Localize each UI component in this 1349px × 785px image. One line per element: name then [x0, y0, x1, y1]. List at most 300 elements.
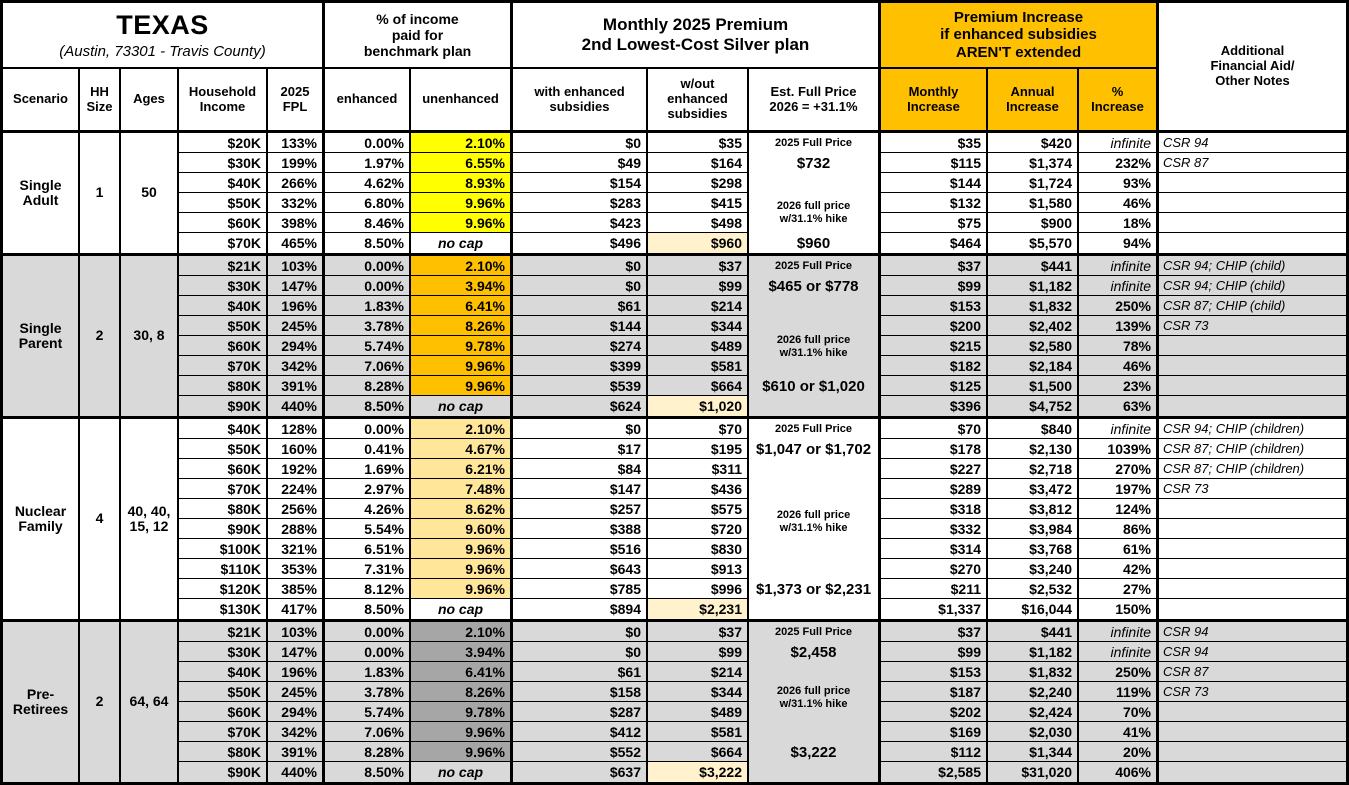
monthly-premium-line2: 2nd Lowest-Cost Silver plan — [581, 35, 810, 54]
fpl-cell: 103% — [268, 256, 325, 276]
note-cell — [1159, 702, 1346, 722]
income-cell: $90K — [179, 396, 268, 416]
monthly-increase-cell: $112 — [881, 742, 988, 762]
premium-increase-line2: if enhanced subsidies — [940, 26, 1097, 44]
enhanced-pct-cell: 0.41% — [325, 439, 411, 459]
pct-income-line3: benchmark plan — [363, 43, 472, 60]
annual-increase-cell: $2,718 — [988, 459, 1079, 479]
without-subsidies-cell: $37 — [648, 256, 749, 276]
annual-increase-cell: $1,500 — [988, 376, 1079, 396]
enhanced-pct-cell: 0.00% — [325, 642, 411, 662]
note-cell: CSR 73 — [1159, 682, 1346, 702]
with-subsidies-cell: $0 — [513, 642, 648, 662]
scenario-group — [3, 133, 1346, 256]
annual-increase-cell: $2,130 — [988, 439, 1079, 459]
note-cell — [1159, 742, 1346, 762]
annual-increase-cell: $4,752 — [988, 396, 1079, 416]
col-header-fpl: 2025 FPL — [268, 69, 325, 130]
monthly-increase-cell: $215 — [881, 336, 988, 356]
without-subsidies-cell: $2,231 — [648, 599, 749, 619]
note-cell: CSR 94; CHIP (child) — [1159, 256, 1346, 276]
col-header-enhanced: enhanced — [325, 69, 411, 130]
pct-increase-cell: 46% — [1079, 356, 1159, 376]
est-price-line: w/31.1% hike — [779, 522, 848, 534]
annual-increase-cell: $3,984 — [988, 519, 1079, 539]
enhanced-pct-cell: 7.06% — [325, 356, 411, 376]
pct-increase-cell: 232% — [1079, 153, 1159, 173]
without-subsidies-cell: $344 — [648, 316, 749, 336]
fpl-cell: 266% — [268, 173, 325, 193]
unenhanced-pct-cell: 6.41% — [411, 296, 513, 316]
monthly-premium-line1: Monthly 2025 Premium — [602, 15, 789, 35]
fpl-cell: 133% — [268, 133, 325, 153]
fpl-cell: 294% — [268, 336, 325, 356]
fpl-cell: 391% — [268, 742, 325, 762]
state-title: TEXAS — [116, 9, 209, 40]
unenhanced-pct-cell: no cap — [411, 233, 513, 253]
est-full-price-cell — [749, 419, 881, 619]
fpl-cell: 440% — [268, 762, 325, 782]
without-subsidies-cell: $214 — [648, 296, 749, 316]
income-cell: $90K — [179, 519, 268, 539]
with-subsidies-cell: $0 — [513, 419, 648, 439]
unenhanced-pct-cell: 9.96% — [411, 376, 513, 396]
monthly-increase-cell: $125 — [881, 376, 988, 396]
unenhanced-pct-cell: 9.96% — [411, 213, 513, 233]
pct-increase-cell: 18% — [1079, 213, 1159, 233]
annual-increase-cell: $420 — [988, 133, 1079, 153]
monthly-increase-cell: $332 — [881, 519, 988, 539]
pct-increase-cell: infinite — [1079, 256, 1159, 276]
fpl-cell: 288% — [268, 519, 325, 539]
monthly-increase-cell: $169 — [881, 722, 988, 742]
income-cell: $120K — [179, 579, 268, 599]
enhanced-pct-cell: 0.00% — [325, 622, 411, 642]
annual-increase-cell: $1,832 — [988, 662, 1079, 682]
unenhanced-pct-cell: 6.21% — [411, 459, 513, 479]
monthly-increase-cell: $182 — [881, 356, 988, 376]
fpl-cell: 147% — [268, 276, 325, 296]
enhanced-pct-cell: 1.83% — [325, 296, 411, 316]
annual-increase-cell: $2,402 — [988, 316, 1079, 336]
fpl-cell: 245% — [268, 682, 325, 702]
scenario-label: Pre-Retirees — [3, 622, 80, 782]
monthly-increase-cell: $200 — [881, 316, 988, 336]
with-subsidies-cell: $423 — [513, 213, 648, 233]
unenhanced-pct-cell: 9.78% — [411, 702, 513, 722]
pct-increase-cell: 197% — [1079, 479, 1159, 499]
without-subsidies-cell: $3,222 — [648, 762, 749, 782]
enhanced-pct-cell: 7.31% — [325, 559, 411, 579]
with-subsidies-cell: $496 — [513, 233, 648, 253]
with-subsidies-cell: $637 — [513, 762, 648, 782]
annual-increase-cell: $2,240 — [988, 682, 1079, 702]
annual-increase-cell: $1,182 — [988, 642, 1079, 662]
monthly-increase-cell: $132 — [881, 193, 988, 213]
enhanced-pct-cell: 6.80% — [325, 193, 411, 213]
est-price-line: $3,222 — [790, 743, 837, 761]
premium-increase-line1: Premium Increase — [953, 9, 1084, 27]
location-subtitle: (Austin, 73301 - Travis County) — [59, 42, 266, 60]
income-cell: $50K — [179, 193, 268, 213]
note-cell — [1159, 213, 1346, 233]
scenario-label: Single Adult — [3, 133, 80, 253]
pct-increase-cell: 42% — [1079, 559, 1159, 579]
table-header — [3, 3, 1346, 133]
enhanced-pct-cell: 3.78% — [325, 316, 411, 336]
est-price-line: $1,047 or $1,702 — [755, 440, 872, 458]
without-subsidies-cell: $311 — [648, 459, 749, 479]
monthly-increase-cell: $37 — [881, 256, 988, 276]
col-header-annual-increase: Annual Increase — [988, 69, 1079, 130]
est-price-line: $610 or $1,020 — [762, 377, 865, 395]
monthly-increase-cell: $144 — [881, 173, 988, 193]
without-subsidies-cell: $830 — [648, 539, 749, 559]
without-subsidies-cell: $664 — [648, 742, 749, 762]
pct-increase-cell: 86% — [1079, 519, 1159, 539]
ages-value: 64, 64 — [121, 622, 179, 782]
scenario-group — [3, 256, 1346, 419]
pct-increase-cell: infinite — [1079, 642, 1159, 662]
note-cell — [1159, 519, 1346, 539]
income-cell: $60K — [179, 459, 268, 479]
monthly-increase-cell: $2,585 — [881, 762, 988, 782]
enhanced-pct-cell: 7.06% — [325, 722, 411, 742]
income-cell: $40K — [179, 662, 268, 682]
pct-increase-cell: 70% — [1079, 702, 1159, 722]
with-subsidies-cell: $516 — [513, 539, 648, 559]
scenario-label: Single Parent — [3, 256, 80, 416]
note-cell: CSR 94; CHIP (child) — [1159, 276, 1346, 296]
with-subsidies-cell: $643 — [513, 559, 648, 579]
note-cell: CSR 94 — [1159, 642, 1346, 662]
enhanced-pct-cell: 8.12% — [325, 579, 411, 599]
enhanced-pct-cell: 8.46% — [325, 213, 411, 233]
table-body — [3, 133, 1346, 782]
unenhanced-pct-cell: 3.94% — [411, 276, 513, 296]
note-cell: CSR 73 — [1159, 316, 1346, 336]
note-cell: CSR 87 — [1159, 153, 1346, 173]
est-full-price-cell — [749, 622, 881, 782]
unenhanced-pct-cell: 2.10% — [411, 256, 513, 276]
income-cell: $70K — [179, 356, 268, 376]
fpl-cell: 342% — [268, 356, 325, 376]
pct-increase-cell: 270% — [1079, 459, 1159, 479]
col-header-pct-increase: % Increase — [1079, 69, 1159, 130]
unenhanced-pct-cell: 2.10% — [411, 133, 513, 153]
note-cell: CSR 87; CHIP (children) — [1159, 439, 1346, 459]
notes-line2: Financial Aid/ — [1210, 58, 1295, 74]
without-subsidies-cell: $37 — [648, 622, 749, 642]
annual-increase-cell: $1,724 — [988, 173, 1079, 193]
unenhanced-pct-cell: 9.96% — [411, 539, 513, 559]
pct-increase-cell: 150% — [1079, 599, 1159, 619]
pct-increase-cell: 41% — [1079, 722, 1159, 742]
pct-increase-cell: infinite — [1079, 419, 1159, 439]
scenario-group — [3, 622, 1346, 782]
annual-increase-cell: $2,424 — [988, 702, 1079, 722]
enhanced-pct-cell: 0.00% — [325, 256, 411, 276]
pct-increase-cell: 63% — [1079, 396, 1159, 416]
scenario-label: Nuclear Family — [3, 419, 80, 619]
monthly-increase-cell: $227 — [881, 459, 988, 479]
pct-increase-cell: infinite — [1079, 276, 1159, 296]
enhanced-pct-cell: 0.00% — [325, 276, 411, 296]
with-subsidies-cell: $61 — [513, 662, 648, 682]
with-subsidies-cell: $399 — [513, 356, 648, 376]
with-subsidies-cell: $785 — [513, 579, 648, 599]
fpl-cell: 245% — [268, 316, 325, 336]
income-cell: $50K — [179, 316, 268, 336]
note-cell — [1159, 559, 1346, 579]
pct-increase-cell: 78% — [1079, 336, 1159, 356]
annual-increase-cell: $1,182 — [988, 276, 1079, 296]
fpl-cell: 196% — [268, 296, 325, 316]
without-subsidies-cell: $164 — [648, 153, 749, 173]
note-cell: CSR 94 — [1159, 133, 1346, 153]
without-subsidies-cell: $996 — [648, 579, 749, 599]
unenhanced-pct-cell: 2.10% — [411, 622, 513, 642]
monthly-increase-cell: $37 — [881, 622, 988, 642]
enhanced-pct-cell: 5.54% — [325, 519, 411, 539]
with-subsidies-cell: $0 — [513, 622, 648, 642]
note-cell: CSR 87; CHIP (children) — [1159, 459, 1346, 479]
note-cell — [1159, 599, 1346, 619]
income-cell: $50K — [179, 439, 268, 459]
fpl-cell: 321% — [268, 539, 325, 559]
unenhanced-pct-cell: 8.26% — [411, 682, 513, 702]
hh-size-value: 4 — [80, 419, 121, 619]
unenhanced-pct-cell: 6.55% — [411, 153, 513, 173]
pct-increase-cell: 93% — [1079, 173, 1159, 193]
fpl-cell: 224% — [268, 479, 325, 499]
pct-increase-cell: 139% — [1079, 316, 1159, 336]
income-cell: $110K — [179, 559, 268, 579]
with-subsidies-cell: $0 — [513, 276, 648, 296]
fpl-cell: 353% — [268, 559, 325, 579]
est-price-line: w/31.1% hike — [779, 347, 848, 359]
income-cell: $70K — [179, 233, 268, 253]
annual-increase-cell: $3,240 — [988, 559, 1079, 579]
monthly-increase-cell: $178 — [881, 439, 988, 459]
est-price-line: $465 or $778 — [768, 277, 859, 295]
enhanced-pct-cell: 8.28% — [325, 742, 411, 762]
enhanced-pct-cell: 3.78% — [325, 682, 411, 702]
est-price-line: $960 — [796, 234, 831, 252]
fpl-cell: 256% — [268, 499, 325, 519]
unenhanced-pct-cell: 8.26% — [411, 316, 513, 336]
pct-increase-cell: infinite — [1079, 622, 1159, 642]
annual-increase-cell: $3,812 — [988, 499, 1079, 519]
est-price-line: 2026 full price — [776, 509, 851, 521]
pct-increase-cell: infinite — [1079, 133, 1159, 153]
enhanced-pct-cell: 8.28% — [325, 376, 411, 396]
with-subsidies-cell: $0 — [513, 256, 648, 276]
monthly-premium-header-box — [513, 3, 881, 69]
without-subsidies-cell: $70 — [648, 419, 749, 439]
without-subsidies-cell: $35 — [648, 133, 749, 153]
est-price-line: 2026 full price — [776, 685, 851, 697]
pct-increase-cell: 250% — [1079, 296, 1159, 316]
unenhanced-pct-cell: 7.48% — [411, 479, 513, 499]
monthly-increase-cell: $70 — [881, 419, 988, 439]
without-subsidies-cell: $99 — [648, 642, 749, 662]
unenhanced-pct-cell: no cap — [411, 762, 513, 782]
monthly-increase-cell: $314 — [881, 539, 988, 559]
monthly-increase-cell: $202 — [881, 702, 988, 722]
fpl-cell: 342% — [268, 722, 325, 742]
monthly-increase-cell: $318 — [881, 499, 988, 519]
fpl-cell: 332% — [268, 193, 325, 213]
monthly-increase-cell: $99 — [881, 276, 988, 296]
with-subsidies-cell: $84 — [513, 459, 648, 479]
income-cell: $80K — [179, 499, 268, 519]
ages-value: 40, 40, 15, 12 — [121, 419, 179, 619]
note-cell: CSR 87 — [1159, 662, 1346, 682]
enhanced-pct-cell: 1.69% — [325, 459, 411, 479]
annual-increase-cell: $2,030 — [988, 722, 1079, 742]
pct-increase-cell: 119% — [1079, 682, 1159, 702]
enhanced-pct-cell: 6.51% — [325, 539, 411, 559]
note-cell — [1159, 396, 1346, 416]
income-cell: $80K — [179, 376, 268, 396]
without-subsidies-cell: $298 — [648, 173, 749, 193]
note-cell — [1159, 722, 1346, 742]
without-subsidies-cell: $913 — [648, 559, 749, 579]
income-cell: $40K — [179, 419, 268, 439]
unenhanced-pct-cell: 4.67% — [411, 439, 513, 459]
income-cell: $30K — [179, 276, 268, 296]
est-price-line: $1,373 or $2,231 — [755, 580, 872, 598]
enhanced-pct-cell: 8.50% — [325, 599, 411, 619]
pct-increase-cell: 406% — [1079, 762, 1159, 782]
monthly-increase-cell: $35 — [881, 133, 988, 153]
monthly-increase-cell: $99 — [881, 642, 988, 662]
annual-increase-cell: $840 — [988, 419, 1079, 439]
unenhanced-pct-cell: 2.10% — [411, 419, 513, 439]
enhanced-pct-cell: 0.00% — [325, 419, 411, 439]
unenhanced-pct-cell: 9.96% — [411, 559, 513, 579]
fpl-cell: 398% — [268, 213, 325, 233]
col-header-unenhanced: unenhanced — [411, 69, 513, 130]
pct-increase-cell: 1039% — [1079, 439, 1159, 459]
annual-increase-cell: $1,344 — [988, 742, 1079, 762]
note-cell: CSR 94; CHIP (children) — [1159, 419, 1346, 439]
est-price-line: $732 — [796, 154, 831, 172]
fpl-cell: 199% — [268, 153, 325, 173]
income-cell: $40K — [179, 296, 268, 316]
pct-increase-cell: 46% — [1079, 193, 1159, 213]
with-subsidies-cell: $894 — [513, 599, 648, 619]
income-cell: $60K — [179, 336, 268, 356]
income-cell: $100K — [179, 539, 268, 559]
unenhanced-pct-cell: 9.78% — [411, 336, 513, 356]
est-price-line: w/31.1% hike — [779, 698, 848, 710]
unenhanced-pct-cell: 9.96% — [411, 193, 513, 213]
hh-size-value: 2 — [80, 256, 121, 416]
without-subsidies-cell: $489 — [648, 702, 749, 722]
col-header-without-subsidies: w/out enhanced subsidies — [648, 69, 749, 130]
annual-increase-cell: $16,044 — [988, 599, 1079, 619]
annual-increase-cell: $1,832 — [988, 296, 1079, 316]
enhanced-pct-cell: 8.50% — [325, 396, 411, 416]
pct-increase-cell: 27% — [1079, 579, 1159, 599]
note-cell — [1159, 376, 1346, 396]
col-header-scenario: Scenario — [3, 69, 80, 130]
est-price-line: 2025 Full Price — [774, 423, 853, 435]
notes-line3: Other Notes — [1215, 72, 1290, 88]
annual-increase-cell: $31,020 — [988, 762, 1079, 782]
annual-increase-cell: $1,374 — [988, 153, 1079, 173]
notes-header-box — [1159, 3, 1346, 130]
est-price-line: 2025 Full Price — [774, 626, 853, 638]
without-subsidies-cell: $436 — [648, 479, 749, 499]
enhanced-pct-cell: 1.97% — [325, 153, 411, 173]
monthly-increase-cell: $464 — [881, 233, 988, 253]
fpl-cell: 440% — [268, 396, 325, 416]
with-subsidies-cell: $257 — [513, 499, 648, 519]
income-cell: $21K — [179, 622, 268, 642]
enhanced-pct-cell: 0.00% — [325, 133, 411, 153]
annual-increase-cell: $2,580 — [988, 336, 1079, 356]
with-subsidies-cell: $49 — [513, 153, 648, 173]
without-subsidies-cell: $1,020 — [648, 396, 749, 416]
without-subsidies-cell: $99 — [648, 276, 749, 296]
without-subsidies-cell: $498 — [648, 213, 749, 233]
est-full-price-cell — [749, 133, 881, 253]
monthly-increase-cell: $270 — [881, 559, 988, 579]
with-subsidies-cell: $274 — [513, 336, 648, 356]
col-header-with-subsidies: with enhanced subsidies — [513, 69, 648, 130]
income-cell: $21K — [179, 256, 268, 276]
without-subsidies-cell: $195 — [648, 439, 749, 459]
fpl-cell: 160% — [268, 439, 325, 459]
income-cell: $90K — [179, 762, 268, 782]
col-header-hh-size: HH Size — [80, 69, 121, 130]
fpl-cell: 192% — [268, 459, 325, 479]
with-subsidies-cell: $412 — [513, 722, 648, 742]
unenhanced-pct-cell: 9.96% — [411, 722, 513, 742]
scenario-group — [3, 419, 1346, 622]
note-cell — [1159, 762, 1346, 782]
annual-increase-cell: $441 — [988, 256, 1079, 276]
with-subsidies-cell: $539 — [513, 376, 648, 396]
income-cell: $30K — [179, 153, 268, 173]
without-subsidies-cell: $214 — [648, 662, 749, 682]
pct-increase-cell: 61% — [1079, 539, 1159, 559]
monthly-increase-cell: $115 — [881, 153, 988, 173]
monthly-increase-cell: $153 — [881, 296, 988, 316]
note-cell — [1159, 499, 1346, 519]
enhanced-pct-cell: 5.74% — [325, 702, 411, 722]
note-cell — [1159, 336, 1346, 356]
pct-increase-cell: 20% — [1079, 742, 1159, 762]
without-subsidies-cell: $581 — [648, 722, 749, 742]
col-header-monthly-increase: Monthly Increase — [881, 69, 988, 130]
without-subsidies-cell: $720 — [648, 519, 749, 539]
fpl-cell: 294% — [268, 702, 325, 722]
with-subsidies-cell: $283 — [513, 193, 648, 213]
ages-value: 30, 8 — [121, 256, 179, 416]
without-subsidies-cell: $575 — [648, 499, 749, 519]
est-full-price-cell — [749, 256, 881, 416]
note-cell: CSR 73 — [1159, 479, 1346, 499]
note-cell — [1159, 233, 1346, 253]
income-cell: $70K — [179, 479, 268, 499]
annual-increase-cell: $3,768 — [988, 539, 1079, 559]
income-cell: $30K — [179, 642, 268, 662]
unenhanced-pct-cell: no cap — [411, 599, 513, 619]
